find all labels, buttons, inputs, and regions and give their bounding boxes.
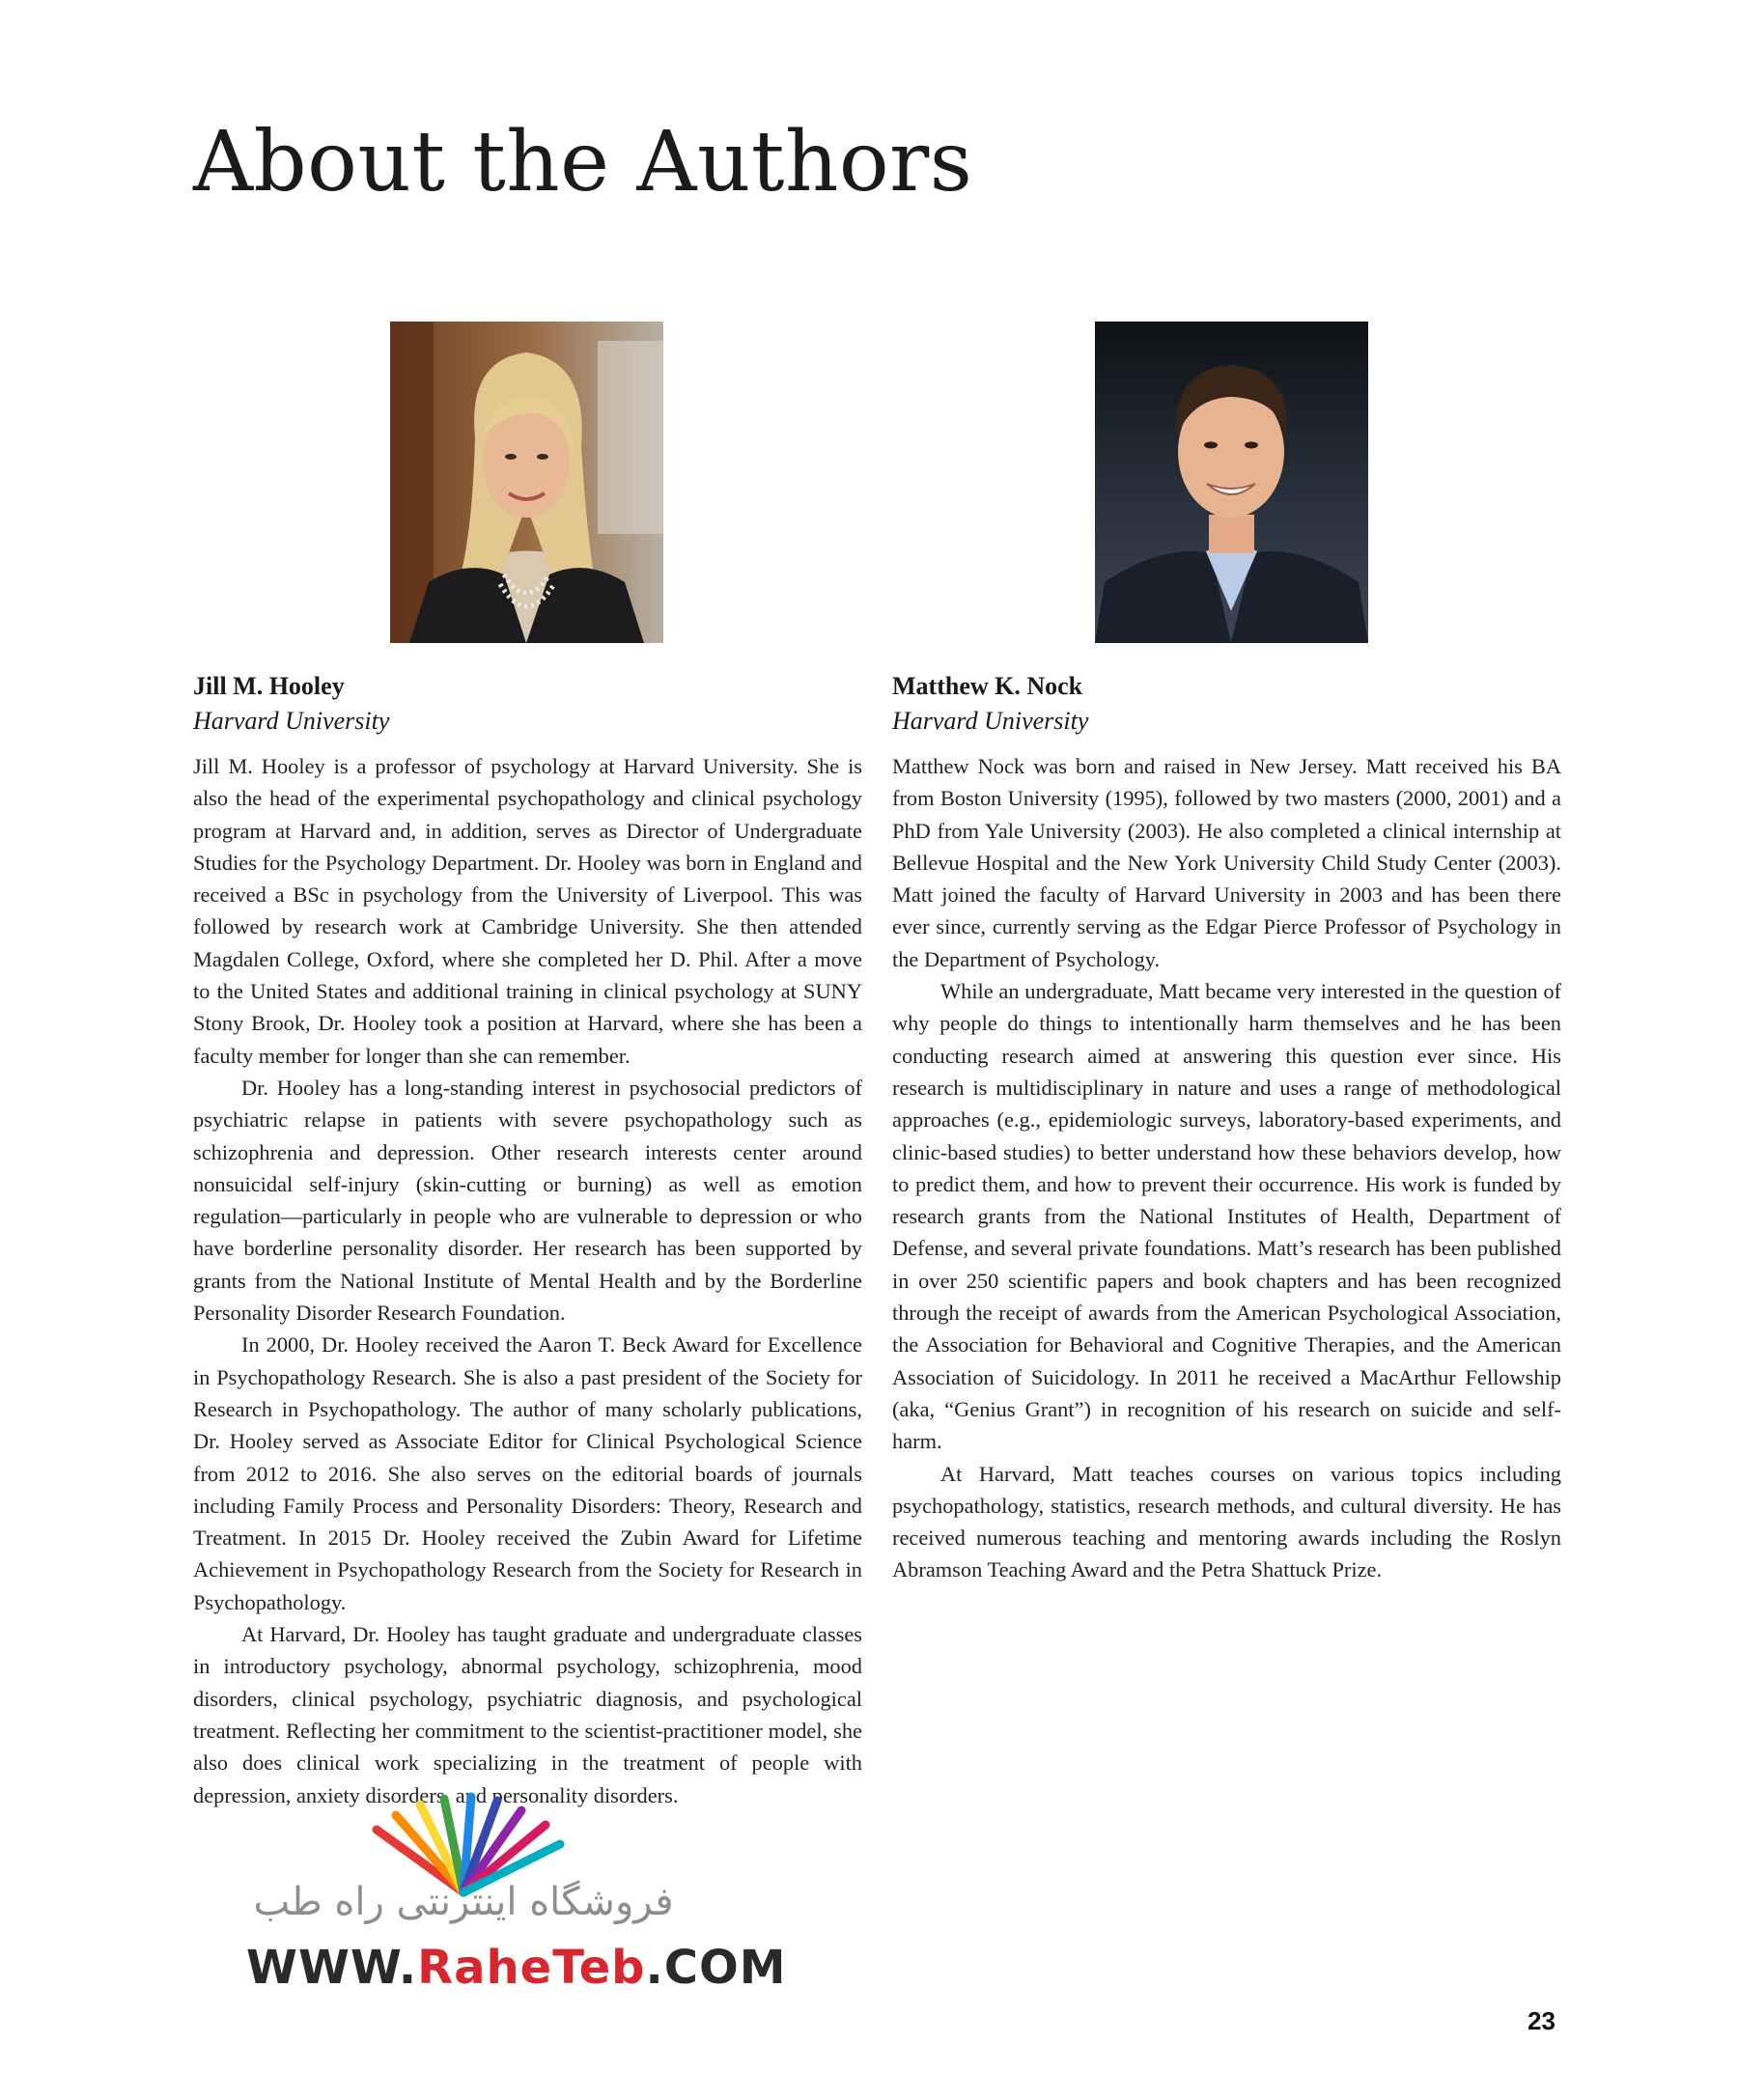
bio-paragraph: Jill M. Hooley is a professor of psychology at Harvard University. She is also the head of the experimental psychopathology and clinical psychology program at Harvard and, in addition, serves as Director of Undergraduate Studies for the Psychology Department. Dr. Hooley was born in England and received a BSc in psychology from the University of Liverpool. This was followed by research work at Cambridge University. She then attended Magdalen College, Oxford, where she completed her D. Phil. After a move to the United States and additional training in clinical psychology at SUNY Stony Brook, Dr. Hooley took a position at Harvard, where she has been a faculty member for longer than she can remember. xyxy=(193,754,862,1068)
bio-paragraph: At Harvard, Matt teaches courses on various topics including psychopathology, statistics, research methods, and cultural diversity. He has received numerous teaching and mentoring awards including the Roslyn Abramson Teaching Award and the Petra Shattuck Prize. xyxy=(892,1461,1561,1582)
author-photo-nock xyxy=(1095,322,1368,643)
author-photo-hooley xyxy=(390,322,663,643)
author-bio xyxy=(892,750,1561,1586)
watermark-site-brand: RaheTeb xyxy=(417,1941,646,1995)
watermark-persian-text: فروشگاه اینترنتی راه طب xyxy=(253,1880,674,1924)
author-section-nock xyxy=(892,669,1561,1586)
bio-paragraph: At Harvard, Dr. Hooley has taught graduate and undergraduate classes in introductory psychology, abnormal psychology, schizophrenia, mood disorders, clinical psychology, psychiatric diagnosis, and psychological treatment. Reflecting her commitment to the scientist-practitioner model, she also does clinical work specializing in the treatment of people with depression, anxiety disorders, and personality disorders. xyxy=(193,1622,862,1807)
bio-paragraph: Matthew Nock was born and raised in New Jersey. Matt received his BA from Boston University (1995), followed by two masters (2000, 2001) and a PhD from Yale University (2003). He also completed a clinical internship at Bellevue Hospital and the New York University Child Study Center (2003). Matt joined the faculty of Harvard University in 2003 and has been there ever since, currently serving as the Edgar Pierce Professor of Psychology in the Department of Psychology. xyxy=(892,754,1561,971)
author-name: Matthew K. Nock xyxy=(892,672,1083,700)
bio-paragraph: In 2000, Dr. Hooley received the Aaron T. Beck Award for Excellence in Psychopathology Research. She is also a past president of the Society for Research in Psychopathology. The author of many scholarly publications, Dr. Hooley served as Associate Editor for Clinical Psychological Science from 2012 to 2016. She also serves on the editorial boards of journals including Family Process and Personality Disorders: Theory, Research and Treatment. In 2015 Dr. Hooley received the Zubin Award for Lifetime Achievement in Psychopathology Research from the Society for Research in Psychopathology. xyxy=(193,1332,862,1614)
portrait-photo-man-icon xyxy=(1095,322,1368,643)
watermark-site-url xyxy=(246,1941,787,1995)
author-bio xyxy=(193,750,862,1811)
bio-paragraph: While an undergraduate, Matt became very interested in the question of why people do things to intentionally harm themselves and he has been conducting research aimed at answering this question ever since. His research is multidisciplinary in nature and uses a range of methodological approaches (e.g., epidemiologic surveys, laboratory-based experiments, and clinic-based studies) to better understand how these behaviors develop, how to predict them, and how to prevent their occurrence. His work is funded by research grants from the National Institutes of Health, Department of Defense, and several private foundations. Matt’s research has been published in over 250 scientific papers and book chapters and has been recognized through the receipt of awards from the American Psychological Association, the Association for Behavioral and Cognitive Therapies, and the American Association of Suicidology. In 2011 he received a MacArthur Fellowship (aka, “Genius Grant”) in recognition of his research on suicide and self-harm. xyxy=(892,979,1561,1454)
watermark-site-prefix: WWW. xyxy=(246,1941,418,1995)
bio-paragraph: Dr. Hooley has a long-standing interest in psychosocial predictors of psychiatric relapse in patients with severe psychopathology such as schizophrenia and depression. Other research interests center around nonsuicidal self-injury (skin-cutting or burning) as well as emotion regulation—particularly in people who are vulnerable to depression or who have borderline personality disorder. Her research has been supported by grants from the National Institute of Mental Health and by the Borderline Personality Disorder Research Foundation. xyxy=(193,1075,862,1326)
page-number: 23 xyxy=(1528,2006,1556,2035)
author-section-hooley xyxy=(193,669,862,1811)
author-affiliation: Harvard University xyxy=(892,707,1089,735)
watermark xyxy=(174,1791,787,2003)
author-name: Jill M. Hooley xyxy=(193,672,345,700)
watermark-site-suffix: .COM xyxy=(645,1941,787,1995)
author-affiliation: Harvard University xyxy=(193,707,390,735)
page-title: About the Authors xyxy=(193,114,973,210)
portrait-photo-woman-icon xyxy=(390,322,663,643)
